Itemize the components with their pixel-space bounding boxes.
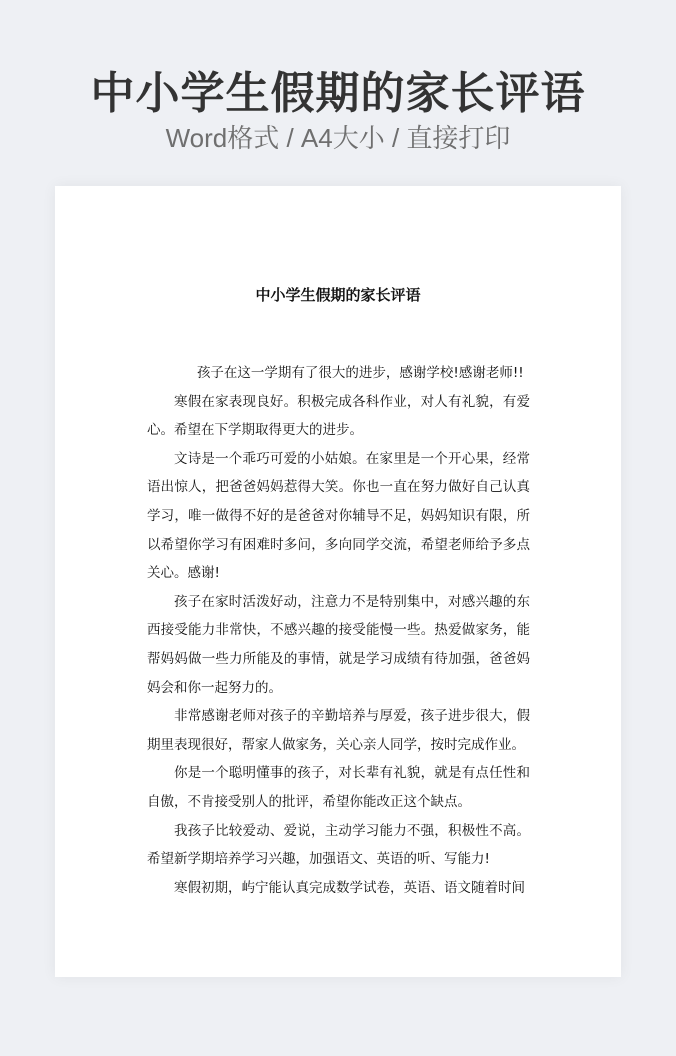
paragraph: 孩子在这一学期有了很大的进步，感谢学校!感谢老师!! [196, 365, 524, 381]
paragraph: 文诗是一个乖巧可爱的小姑娘。在家里是一个开心果，经常语出惊人，把爸爸妈妈惹得大笑。你也一直在努力做好自己认真学习，唯一做得不好的是爸爸对你辅导不足，妈妈知识有限，所以希望你学习有困难时多问，多向同学交流，希望老师给予多点关心。感谢! [147, 450, 530, 582]
paragraph: 寒假在家表现良好。积极完成各科作业，对人有礼貌，有爱心。希望在下学期取得更大的进步。 [147, 393, 530, 439]
paragraph: 我孩子比较爱动、爱说，主动学习能力不强，积极性不高。希望新学期培养学习兴趣，加强语文、英语的听、写能力! [147, 822, 530, 868]
page-header [0, 0, 676, 186]
paragraph: 非常感谢老师对孩子的辛勤培养与厚爱，孩子进步很大，假期里表现很好，帮家人做家务，关心亲人同学，按时完成作业。 [147, 708, 530, 753]
paragraph: 你是一个聪明懂事的孩子，对长辈有礼貌，就是有点任性和自傲，不肯接受别人的批评，希望你能改正这个缺点。 [147, 765, 530, 810]
format-subtitle: Word格式 / A4大小 / 直接打印 [165, 123, 511, 153]
paragraph: 寒假初期，屿宁能认真完成数学试卷，英语、语文随着时间 [174, 879, 525, 896]
document-title: 中小学生假期的家长评语 [255, 286, 421, 304]
paragraph: 孩子在家时活泼好动，注意力不是特别集中，对感兴趣的东西接受能力非常快，不感兴趣的接受能慢一些。热爱做家务，能帮妈妈做一些力所能及的事情，就是学习成绩有待加强，爸爸妈妈会和你一起努力的。 [147, 593, 530, 696]
document-page [55, 186, 621, 977]
main-title: 中小学生假期的家长评语 [90, 68, 586, 119]
document-body [147, 359, 530, 902]
